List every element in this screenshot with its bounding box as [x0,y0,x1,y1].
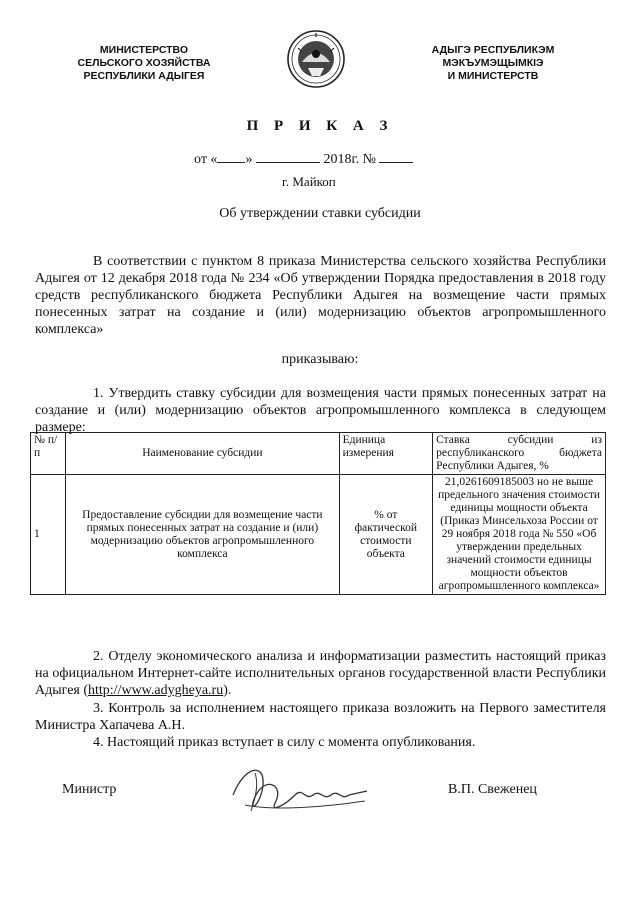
handwritten-month [256,162,320,163]
header-left-line: РЕСПУБЛИКИ АДЫГЕЯ [83,70,205,82]
header-right-line: МЭКЪУМЭЩЫМКIЭ [442,57,544,69]
signatory-position: Министр [62,782,117,797]
website-link[interactable]: http://www.adygheya.ru [88,683,224,698]
ministry-name-adyghe [418,44,568,83]
table-row [31,475,606,595]
date-prefix: от « [194,152,218,167]
document-subject: Об утверждении ставки субсидии [219,206,421,221]
cell-subsidy-name: Предоставление субсидии для возмещение части прямых понесенных затрат на создание и (или) модернизацию объектов агропромышленного комплекса [66,475,339,595]
header-unit: Единица измерения [339,433,432,475]
subsidy-rate-table [30,432,606,595]
city: г. Майкоп [282,174,336,189]
date-year: 2018г. № [323,152,376,167]
item-1-paragraph: 1. Утвердить ставку субсидии для возмещения части прямых понесенных затрат на создание и (или) модернизацию объектов агропромышленного комплекса в следующем размере: [35,386,606,435]
header-left-line: СЕЛЬСКОГО ХОЗЯЙСТВА [77,57,211,69]
date-mid: » [245,152,253,167]
header-subsidy-name: Наименование субсидии [66,433,339,475]
header-right-line: И МИНИСТЕРСТВ [447,70,539,82]
ministry-name-russian [74,44,214,83]
table-header-row [31,433,606,475]
item-2-text: 2. Отделу экономического анализа и информатизации разместить настоящий приказ на официальном Интернет-сайте исполнительных органов государственной власти Республики Адыгея ( [35,649,606,698]
header-rate: Ставка субсидии из республиканского бюджета Республики Адыгея, % [433,433,606,475]
handwritten-signature [225,755,375,825]
date-line [194,152,413,168]
signatory-name: В.П. Свеженец [448,782,537,797]
item-3-paragraph: 3. Контроль за исполнением настоящего приказа возложить на Первого заместителя Министра Хапачева А.Н. [35,701,606,733]
cell-number: 1 [31,475,66,595]
cell-unit: % от фактической стоимости объекта [339,475,432,595]
document-title: П Р И К А З [246,118,394,134]
handwritten-order-number [379,162,413,163]
header-left-line: МИНИСТЕРСТВО [99,44,189,56]
cell-rate: 21,0261609185003 но не выше предельного значения стоимости единицы мощности объекта (Приказ Минсельхоза России от 29 ноября 2018 года № 550 «Об утверждении предельных значений стоимости единицы мощности объектов агропромышленного комплекса» [433,475,606,595]
handwritten-day [217,162,245,163]
coat-of-arms-adygea-emblem [286,28,346,90]
order-word: приказываю: [281,352,359,367]
header-right-line: АДЫГЭ РЕСПУБЛИКЭМ [431,44,555,56]
intro-paragraph: В соответствии с пунктом 8 приказа Министерства сельского хозяйства Республики Адыгея от 12 декабря 2018 года № 234 «Об утверждении Порядка предоставления в 2018 году средств республиканского бюджета Республики Адыгея на возмещение части прямых понесенных затрат на создание и (или) модернизацию объектов агропромышленного комплекса» [35,254,606,337]
header-number: № п/п [31,433,66,475]
item-2-tail: ). [223,683,232,698]
item-4-paragraph: 4. Настоящий приказ вступает в силу с момента опубликования. [93,735,476,750]
item-2-paragraph [35,648,606,699]
